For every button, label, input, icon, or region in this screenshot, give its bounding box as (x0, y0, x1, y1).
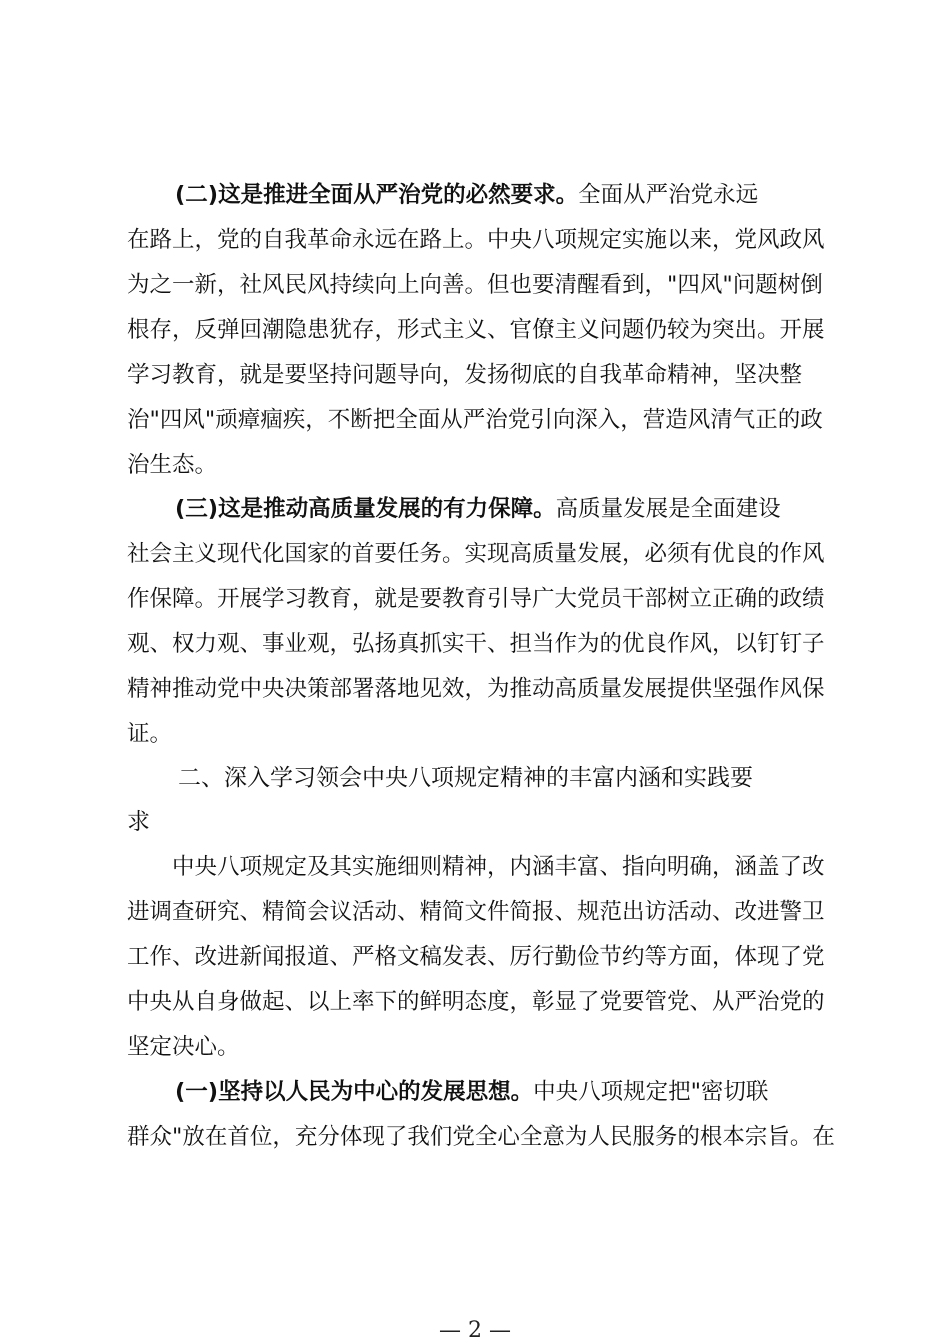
paragraph-line: 群众"放在首位，充分体现了我们党全心全意为人民服务的根本宗旨。在 (127, 1124, 835, 1150)
paragraph-line: 进调查研究、精简会议活动、精简文件简报、规范出访活动、改进警卫 (127, 899, 825, 925)
paragraph-line: 根存，反弹回潮隐患犹存，形式主义、官僚主义问题仍较为突出。开展 (127, 317, 825, 343)
paragraph-line (175, 180, 758, 210)
paragraph-line (175, 1077, 768, 1107)
paragraph-line: 治"四风"顽瘴痼疾，不断把全面从严治党引向深入，营造风清气正的政 (127, 407, 823, 433)
section-heading: 二、深入学习领会中央八项规定精神的丰富内涵和实践要 (178, 765, 753, 791)
paragraph-line: 在路上，党的自我革命永远在路上。中央八项规定实施以来，党风政风 (127, 227, 825, 253)
paragraph-line: 工作、改进新闻报道、严格文稿发表、厉行勤俭节约等方面，体现了党 (127, 944, 825, 970)
paragraph-line: 社会主义现代化国家的首要任务。实现高质量发展，必须有优良的作风 (127, 541, 825, 567)
paragraph-line: 作保障。开展学习教育，就是要教育引导广大党员干部树立正确的政绩 (127, 586, 825, 612)
paragraph-line: 坚定决心。 (127, 1034, 240, 1060)
section-heading-inline: (三)这是推动高质量发展的有力保障。 (175, 496, 556, 522)
paragraph-line: 中央八项规定及其实施细则精神，内涵丰富、指向明确，涵盖了改 (172, 854, 825, 880)
section-heading-inline: (一)坚持以人民为中心的发展思想。 (175, 1079, 534, 1105)
paragraph-line: 治生态。 (127, 452, 218, 478)
section-heading: 求 (127, 809, 150, 835)
paragraph-line: 中央从自身做起、以上率下的鲜明态度，彰显了党要管党、从严治党的 (127, 989, 825, 1015)
page-number: — 2 — (439, 1318, 511, 1343)
section-heading-inline: (二)这是推进全面从严治党的必然要求。 (175, 182, 579, 208)
paragraph-text: 高质量发展是全面建设 (555, 496, 781, 522)
paragraph-text: 全面从严治党永远 (578, 182, 759, 208)
paragraph-line: 证。 (127, 721, 173, 747)
paragraph-line: 学习教育，就是要坚持问题导向，发扬彻底的自我革命精神，坚决整 (127, 362, 803, 388)
paragraph-line (175, 494, 781, 524)
paragraph-text: 中央八项规定把"密切联 (533, 1079, 769, 1105)
paragraph-line: 精神推动党中央决策部署落地见效，为推动高质量发展提供坚强作风保 (127, 676, 825, 702)
paragraph-line: 为之一新，社风民风持续向上向善。但也要清醒看到，"四风"问题树倒 (127, 272, 823, 298)
paragraph-line: 观、权力观、事业观，弘扬真抓实干、担当作为的优良作风，以钉钉子 (127, 631, 825, 657)
